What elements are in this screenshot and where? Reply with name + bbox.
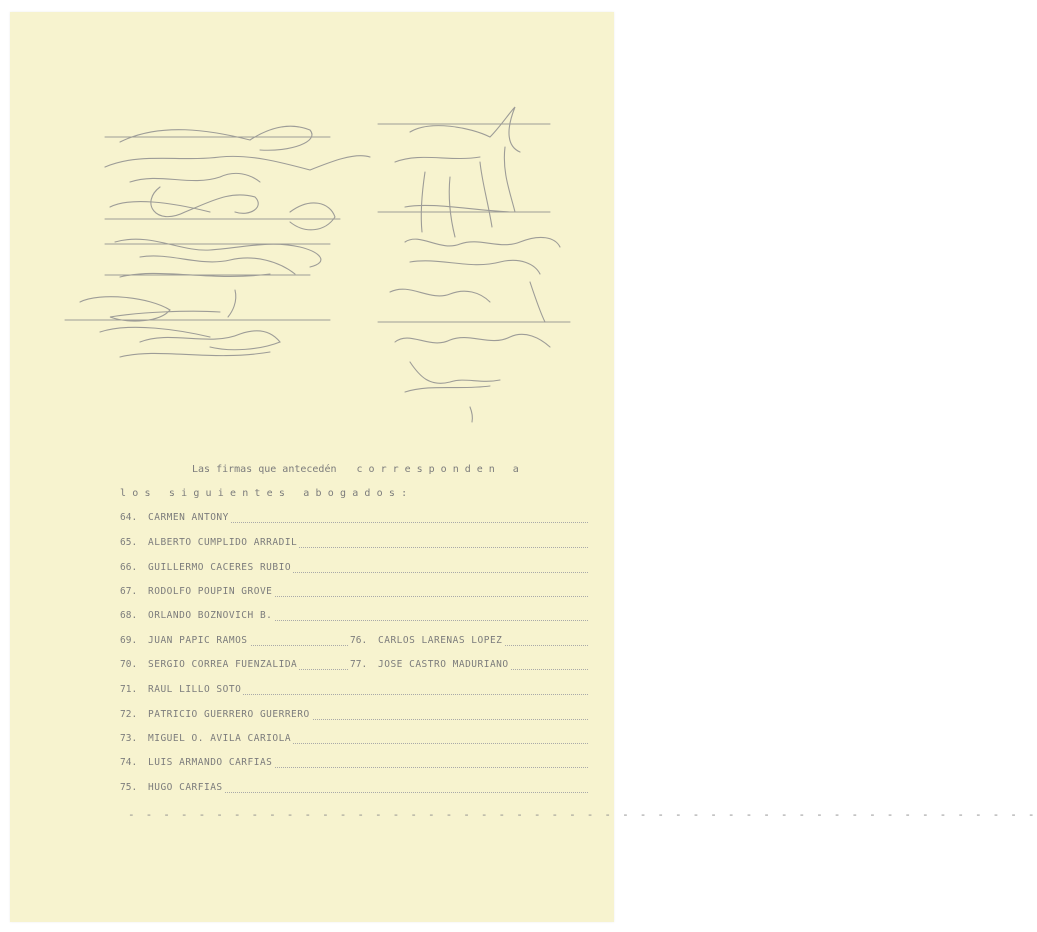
list-item — [120, 512, 590, 526]
lawyer-name: HUGO CARFIAS — [148, 782, 223, 793]
lawyer-name: CARLOS LARENAS LOPEZ — [378, 635, 503, 646]
list-item — [120, 635, 350, 649]
item-number: 75. — [120, 782, 138, 793]
intro-prefix: Las firmas que antecedén — [192, 464, 337, 475]
signatures-image — [10, 12, 614, 452]
item-number: 70. — [120, 659, 138, 670]
item-number: 69. — [120, 635, 138, 646]
list-item — [350, 659, 590, 673]
lawyer-name: RAUL LILLO SOTO — [148, 684, 242, 695]
lawyer-name: JUAN PAPIC RAMOS — [148, 635, 248, 646]
lawyer-name: MIGUEL O. AVILA CARIOLA — [148, 733, 292, 744]
list-item — [120, 610, 590, 624]
lawyer-name: SERGIO CORREA FUENZALIDA — [148, 659, 298, 670]
item-number: 71. — [120, 684, 138, 695]
intro-line-1 — [192, 464, 552, 475]
item-number: 74. — [120, 757, 138, 768]
item-number: 67. — [120, 586, 138, 597]
lawyer-name: ORLANDO BOZNOVICH B. — [148, 610, 273, 621]
item-number: 76. — [350, 635, 368, 646]
intro-line-2: los siguientes abogados: — [120, 488, 414, 499]
intro-spaced: corresponden a — [356, 464, 525, 475]
list-item — [120, 684, 590, 698]
closing-dashed-line: - - - - - - - - - - - - - - - - - - - - - - - - - - - - - - - - - - - - - - - - - - - - - - - - - - - - — [128, 808, 1037, 821]
document-page — [10, 12, 1037, 922]
item-number: 72. — [120, 709, 138, 720]
lawyer-name: LUIS ARMANDO CARFIAS — [148, 757, 273, 768]
list-item — [120, 537, 590, 551]
item-number: 64. — [120, 512, 138, 523]
item-number: 73. — [120, 733, 138, 744]
list-item — [120, 562, 590, 576]
list-item — [350, 635, 590, 649]
lawyer-name: PATRICIO GUERRERO GUERRERO — [148, 709, 310, 720]
lawyer-name: RODOLFO POUPIN GROVE — [148, 586, 273, 597]
item-number: 66. — [120, 562, 138, 573]
lawyer-name: ALBERTO CUMPLIDO ARRADIL — [148, 537, 298, 548]
list-item — [120, 782, 590, 796]
item-number: 68. — [120, 610, 138, 621]
list-item — [120, 586, 590, 600]
list-item — [120, 709, 590, 723]
list-item — [120, 757, 590, 771]
lawyer-name: JOSE CASTRO MADURIANO — [378, 659, 509, 670]
list-item — [120, 659, 350, 673]
lawyer-name: GUILLERMO CACERES RUBIO — [148, 562, 292, 573]
item-number: 77. — [350, 659, 368, 670]
list-item — [120, 733, 590, 747]
lawyer-name: CARMEN ANTONY — [148, 512, 229, 523]
item-number: 65. — [120, 537, 138, 548]
